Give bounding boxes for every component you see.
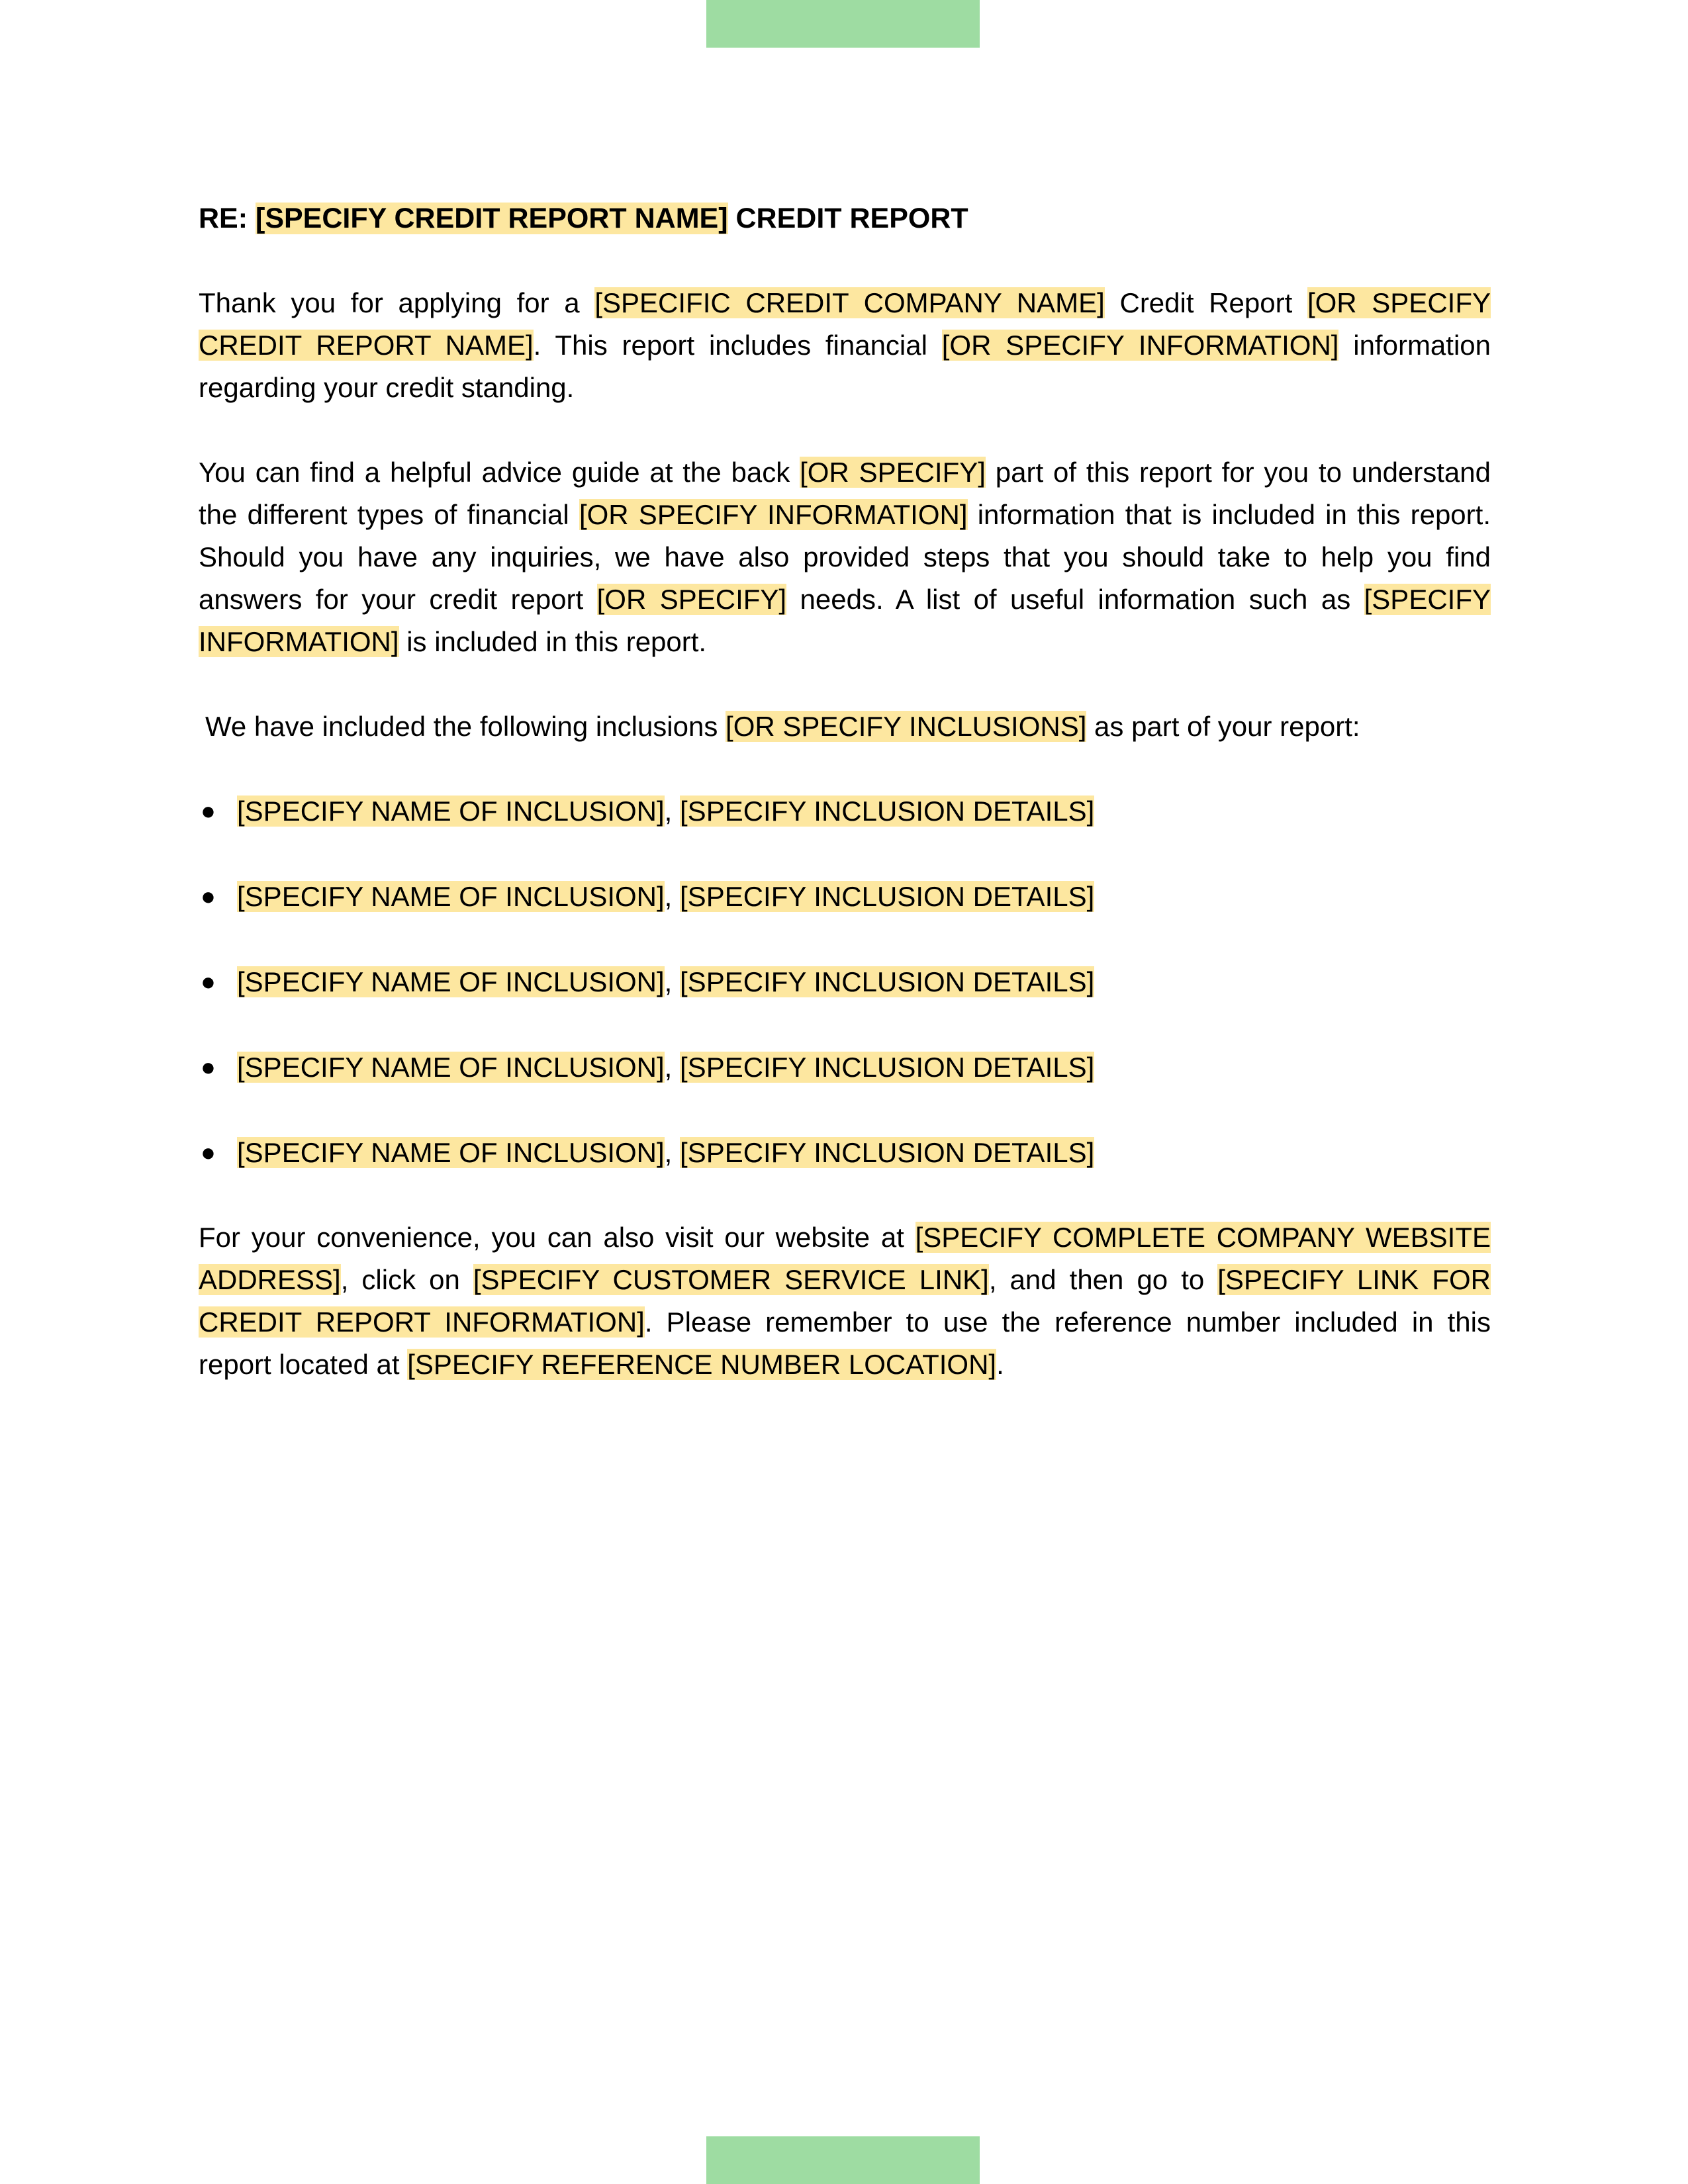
placeholder-reference-location: [SPECIFY REFERENCE NUMBER LOCATION] [407,1349,997,1380]
list-item [199,1132,1491,1174]
letter-heading [199,197,1491,240]
inclusion-details: [SPECIFY INCLUSION DETAILS] [680,796,1095,827]
bullet-icon: ● [201,1139,216,1167]
separator: , [664,966,680,997]
text-run: needs. A list of useful information such as [786,584,1364,615]
inclusion-details: [SPECIFY INCLUSION DETAILS] [680,1052,1095,1083]
website-paragraph [199,1216,1491,1386]
placeholder-service-link: [SPECIFY CUSTOMER SERVICE LINK] [473,1264,989,1295]
inclusion-name: [SPECIFY NAME OF INCLUSION] [237,1137,665,1168]
bullet-icon: ● [201,1054,216,1081]
text-run: , and then go to [988,1264,1218,1295]
text-run: information regarding your credit standing. [199,330,1491,403]
text-run: You can find a helpful advice guide at the back [199,457,800,488]
text-run: , click on [340,1264,473,1295]
text-run: We have included the following inclusions [205,711,726,742]
separator: , [664,796,680,827]
text-run: Credit Report [1104,287,1307,318]
placeholder-website-address: [SPECIFY COMPLETE COMPANY WEBSITE ADDRESS] [199,1222,1491,1295]
inclusion-name: [SPECIFY NAME OF INCLUSION] [237,881,665,912]
heading-suffix: CREDIT REPORT [727,203,968,234]
list-item [199,1046,1491,1089]
heading-placeholder: [SPECIFY CREDIT REPORT NAME] [256,203,728,234]
separator: , [664,881,680,912]
text-run: as part of your report: [1086,711,1360,742]
text-run: information that is included in this report. Should you have any inquiries, we have also provided steps that you should take to help you find answers for your credit report [199,499,1491,615]
text-run: part of this report for you to understand the different types of financial [199,457,1491,530]
header-accent-bar [706,0,980,48]
text-run: . This report includes financial [533,330,942,361]
inclusion-details: [SPECIFY INCLUSION DETAILS] [680,1137,1095,1168]
letter-body [199,197,1491,1428]
separator: , [664,1052,680,1083]
text-run: Thank you for applying for a [199,287,595,318]
inclusion-details: [SPECIFY INCLUSION DETAILS] [680,881,1095,912]
separator: , [664,1137,680,1168]
text-run: . Please remember to use the reference number included in this report located at [199,1306,1491,1380]
inclusions-intro [199,705,1491,748]
placeholder-or-specify: [OR SPECIFY] [596,584,787,615]
bullet-icon: ● [201,883,216,911]
inclusion-name: [SPECIFY NAME OF INCLUSION] [237,966,665,997]
placeholder-report-name: [OR SPECIFY CREDIT REPORT NAME] [199,287,1491,361]
inclusion-name: [SPECIFY NAME OF INCLUSION] [237,1052,665,1083]
text-run: . [996,1349,1004,1380]
placeholder-or-specify: [OR SPECIFY] [800,457,986,488]
placeholder-company-name: [SPECIFIC CREDIT COMPANY NAME] [594,287,1105,318]
placeholder-information: [OR SPECIFY INFORMATION] [579,499,968,530]
placeholder-inclusions: [OR SPECIFY INCLUSIONS] [726,711,1087,742]
placeholder-specify-information: [SPECIFY INFORMATION] [199,584,1491,657]
advice-paragraph [199,451,1491,663]
inclusions-list [199,790,1491,1174]
placeholder-credit-report-link: [SPECIFY LINK FOR CREDIT REPORT INFORMATION] [199,1264,1491,1338]
footer-accent-bar [706,2136,980,2184]
bullet-icon: ● [201,968,216,996]
bullet-icon: ● [201,797,216,825]
inclusion-name: [SPECIFY NAME OF INCLUSION] [237,796,665,827]
list-item [199,790,1491,833]
heading-prefix: RE: [199,203,256,234]
list-item [199,876,1491,918]
inclusion-details: [SPECIFY INCLUSION DETAILS] [680,966,1095,997]
list-item [199,961,1491,1003]
text-run: is included in this report. [399,626,707,657]
intro-paragraph [199,282,1491,409]
text-run: For your convenience, you can also visit our website at [199,1222,915,1253]
placeholder-information: [OR SPECIFY INFORMATION] [941,330,1339,361]
